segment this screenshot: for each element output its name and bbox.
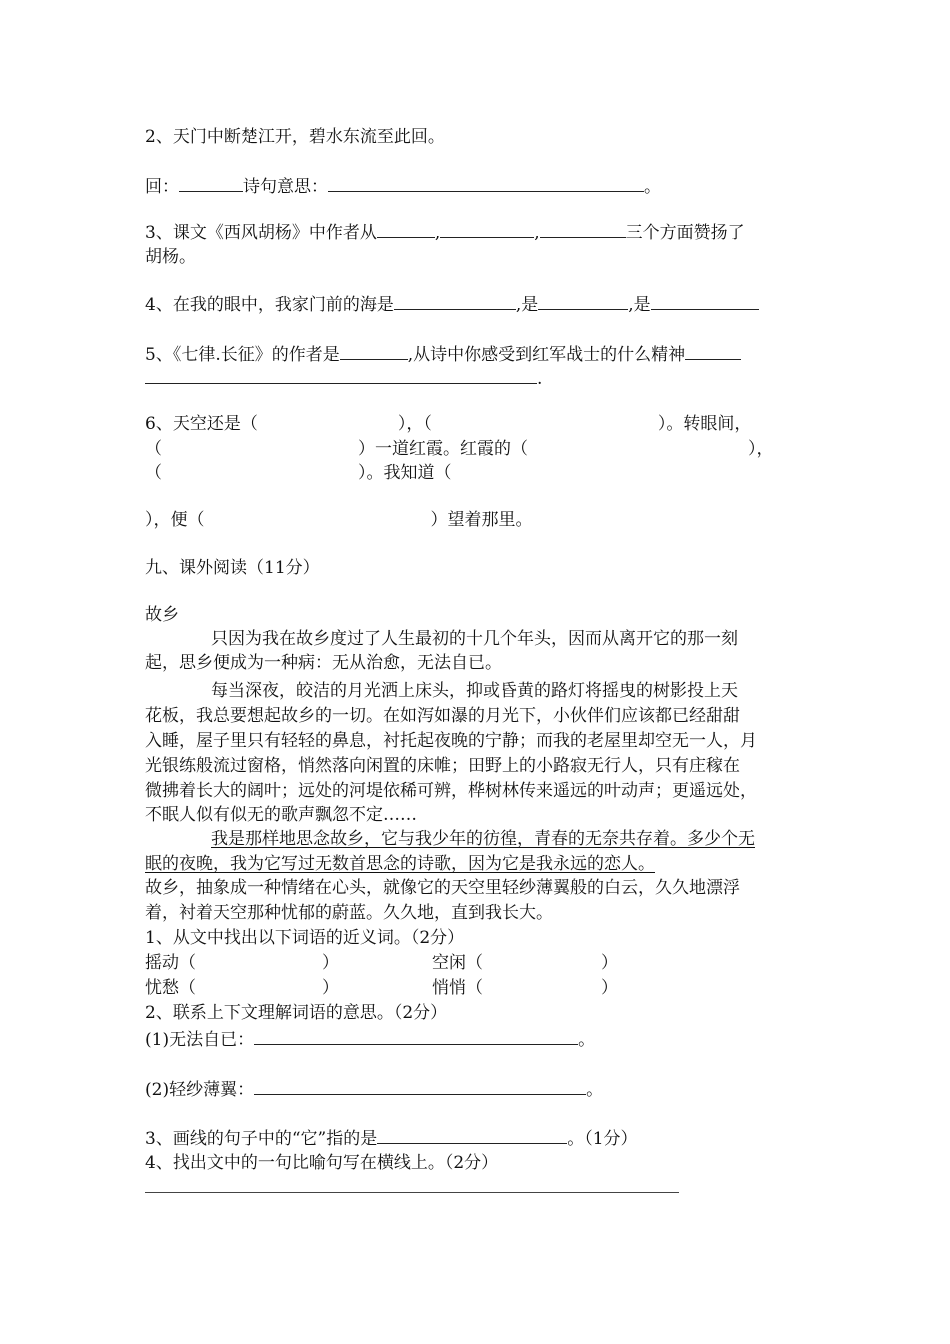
rq1-paren: ） (601, 978, 618, 998)
q6-line-3 (145, 461, 452, 485)
q5-text: ,从诗中你感受到红军战士的什么精神 (407, 345, 686, 365)
rq2-end: 。 (578, 1030, 596, 1050)
q6-text: ）。转眼间， (657, 414, 752, 434)
rq1-word: 摇动（ (145, 953, 196, 973)
underlined-sentence: 我是那样地思念故乡，它与我少年的彷徨，青春的无奈共存着。多少个无 (211, 829, 755, 849)
rq2-end: 。 (586, 1080, 604, 1100)
passage-line: 花板，我总要想起故乡的一切。在如泻如瀑的月光下，小伙伴们应该都已经甜甜 (145, 706, 740, 726)
rq2-prompt: 2、联系上下文理解词语的意思。（2分） (145, 1003, 448, 1023)
section-heading: 九、课外阅读（11分） (145, 558, 320, 578)
q6-text: （ (145, 439, 162, 459)
q5-blank-spirit[interactable] (685, 342, 741, 360)
q2-meaning-label: 诗句意思： (243, 177, 328, 197)
rq1-row (145, 951, 339, 975)
q4-blank-1[interactable] (394, 292, 516, 310)
underlined-sentence: 眠的夜晚，我为它写过无数首思念的诗歌，因为它是我永远的恋人。 (145, 854, 655, 874)
q5-blank-spirit-cont[interactable] (145, 366, 537, 384)
passage-title: 故乡 (145, 605, 179, 625)
q6-text: 6、天空还是（ (145, 414, 258, 434)
rq3-text: 。（1分） (567, 1129, 638, 1149)
q2-answer-line (145, 174, 661, 199)
q3-blank-1[interactable] (377, 220, 435, 238)
passage-line: 着，衬着天空那种忧郁的蔚蓝。久久地，直到我长大。 (145, 903, 553, 923)
q3-text-end: 三个方面赞扬了 (625, 223, 745, 243)
rq1-word: 忧愁（ (145, 978, 196, 998)
q3-blank-3[interactable] (540, 220, 626, 238)
q3-line (145, 220, 745, 245)
rq4-prompt: 4、找出文中的一句比喻句写在横线上。（2分） (145, 1153, 499, 1173)
q2-meaning-blank[interactable] (328, 174, 644, 192)
rq2-label: (2)轻纱薄翼： (145, 1080, 255, 1100)
rq4-answer-line[interactable] (145, 1192, 679, 1193)
q5-end: . (537, 369, 543, 389)
rq2-item-2 (145, 1077, 603, 1102)
rq3-blank[interactable] (377, 1126, 567, 1144)
q2-hui-blank[interactable] (179, 174, 243, 192)
q3-text: 3、课文《西风胡杨》中作者从 (145, 223, 377, 243)
rq1-word: 空闲（ (432, 953, 483, 973)
q5-text: 5、《七律.长征》的作者是 (145, 345, 340, 365)
q6-text: （ (145, 463, 162, 483)
rq1-row (432, 951, 618, 975)
q2-hui-label: 回： (145, 177, 179, 197)
passage-line: 入睡，屋子里只有轻轻的鼻息，衬托起夜晚的宁静；而我的老屋里却空无一人，月 (145, 731, 757, 751)
rq3-text: 3、画线的句子中的“它”指的是 (145, 1129, 378, 1149)
q6-text: ）。我知道（ (358, 463, 452, 483)
q4-blank-2[interactable] (538, 292, 628, 310)
rq2-blank-1[interactable] (254, 1027, 578, 1045)
q4-text: ,是 (515, 295, 539, 315)
passage-line: 不眠人似有似无的歌声飘忽不定…… (145, 805, 417, 825)
rq1-row (145, 976, 339, 1000)
passage-line: 光银练般流过窗格，悄然落向闲置的床帷；田野上的小路寂无行人，只有庄稼在 (145, 756, 740, 776)
rq1-paren: ） (601, 953, 618, 973)
q2-end: 。 (644, 177, 661, 197)
passage-line: 起，思乡便成为一种病：无从治愈，无法自已。 (145, 653, 502, 673)
q4-blank-3[interactable] (651, 292, 759, 310)
q3-blank-2[interactable] (440, 220, 534, 238)
rq2-blank-2[interactable] (254, 1077, 586, 1095)
rq1-prompt: 1、从文中找出以下词语的近义词。（2分） (145, 928, 465, 948)
q6-text: ）一道红霞。红霞的（ (358, 439, 528, 459)
rq2-item-1 (145, 1027, 595, 1052)
q4-line (145, 292, 759, 317)
q3-line-2: 胡杨。 (145, 247, 196, 267)
q5-blank-author[interactable] (340, 342, 408, 360)
q3-sep: , (434, 223, 441, 243)
q6-text: ），（ (397, 414, 432, 434)
rq1-word: 悄悄（ (432, 978, 483, 998)
q6-line-4 (145, 508, 533, 532)
passage-line: 微拂着长大的阔叶；远处的河堤依稀可辨，桦树林传来遥远的叶动声；更遥远处， (145, 781, 757, 801)
q5-line-2 (145, 366, 542, 391)
rq3-line (145, 1126, 638, 1151)
q4-text: ,是 (628, 295, 651, 315)
rq1-row (432, 976, 618, 1000)
q6-line-2 (145, 437, 774, 461)
rq1-paren: ） (322, 978, 339, 998)
passage-line: 每当深夜，皎洁的月光洒上床头，抑或昏黄的路灯将摇曳的树影投上天 (211, 681, 738, 701)
q6-text: ），便（ (145, 510, 205, 530)
q4-text: 4、在我的眼中，我家门前的海是 (145, 295, 394, 315)
q6-line-1 (145, 412, 751, 436)
q6-text: ）望着那里。 (430, 510, 533, 530)
q6-text: ）， (748, 439, 774, 459)
passage-line: 只因为我在故乡度过了人生最初的十几个年头，因而从离开它的那一刻 (211, 629, 738, 649)
rq1-paren: ） (322, 953, 339, 973)
rq2-label: (1)无法自已： (145, 1030, 255, 1050)
q5-line (145, 342, 741, 367)
q3-sep: , (534, 223, 540, 243)
q2-line: 2、天门中断楚江开，碧水东流至此回。 (145, 127, 445, 147)
passage-line: 故乡，抽象成一种情绪在心头，就像它的天空里轻纱薄翼般的白云，久久地漂浮 (145, 878, 740, 898)
